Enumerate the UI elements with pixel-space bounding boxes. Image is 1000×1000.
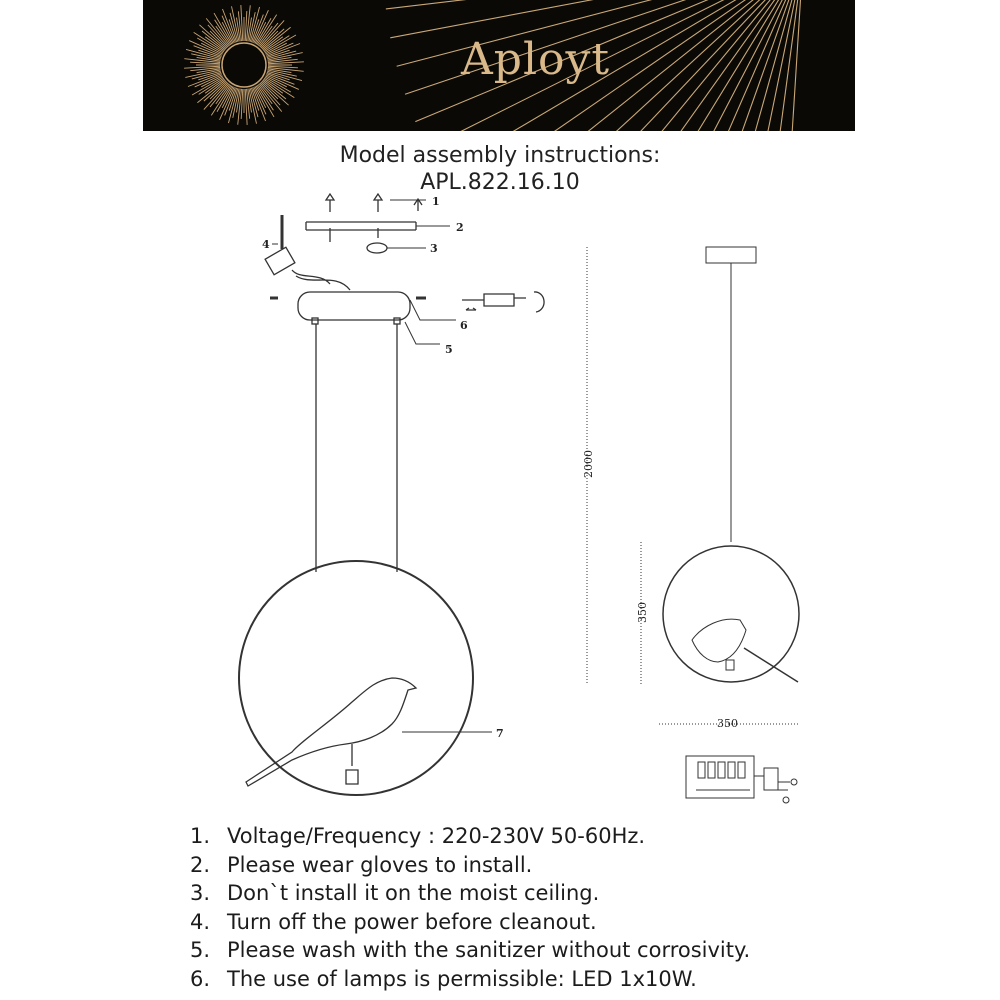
terminal-block <box>265 247 350 290</box>
document-title <box>0 142 1000 196</box>
screwdriver-icon <box>462 292 544 312</box>
page-title: Model assembly instructions: <box>339 143 661 168</box>
mounting-bracket <box>306 222 416 230</box>
bird-figure <box>246 678 416 786</box>
list-item: 5. Please wash with the sanitizer without corrosivity. <box>190 938 751 962</box>
model-number: APL.822.16.10 <box>420 170 580 195</box>
dimension-labels <box>582 450 738 730</box>
list-item: 2. Please wear gloves to install. <box>190 852 533 877</box>
wiring-diagram <box>686 756 797 803</box>
dimension-height: 2000 <box>582 450 595 478</box>
callout-1: 1 <box>432 195 440 208</box>
callout-2: 2 <box>456 221 464 234</box>
lamp-ring <box>239 561 473 795</box>
dimension-view <box>587 247 799 724</box>
dimension-ring-height: 350 <box>636 602 649 623</box>
callout-5: 5 <box>445 343 453 356</box>
canopy <box>270 292 426 324</box>
callout-7: 7 <box>496 727 504 740</box>
suspension-cables <box>316 324 397 572</box>
list-item: 4. Turn off the power before cleanout. <box>190 909 597 934</box>
sun-core <box>222 43 266 87</box>
assembly-diagram <box>0 190 1000 815</box>
dimension-ring-width: 350 <box>717 717 738 730</box>
brand-logo: Aployt <box>461 34 611 85</box>
callout-4: 4 <box>262 238 270 251</box>
list-item: 3. Don`t install it on the moist ceiling. <box>190 881 600 905</box>
bracket-nut <box>367 243 387 253</box>
brand-banner <box>143 0 855 131</box>
bird-stand <box>346 744 358 784</box>
callout-6: 6 <box>460 319 468 332</box>
list-item: 1. Voltage/Frequency : 220-230V 50-60Hz. <box>190 824 646 848</box>
list-item: 6. The use of lamps is permissible: LED 1x10W. <box>190 966 697 991</box>
arrow-up-icon <box>414 199 422 211</box>
callout-3: 3 <box>430 242 438 255</box>
instruction-notes <box>190 822 750 993</box>
